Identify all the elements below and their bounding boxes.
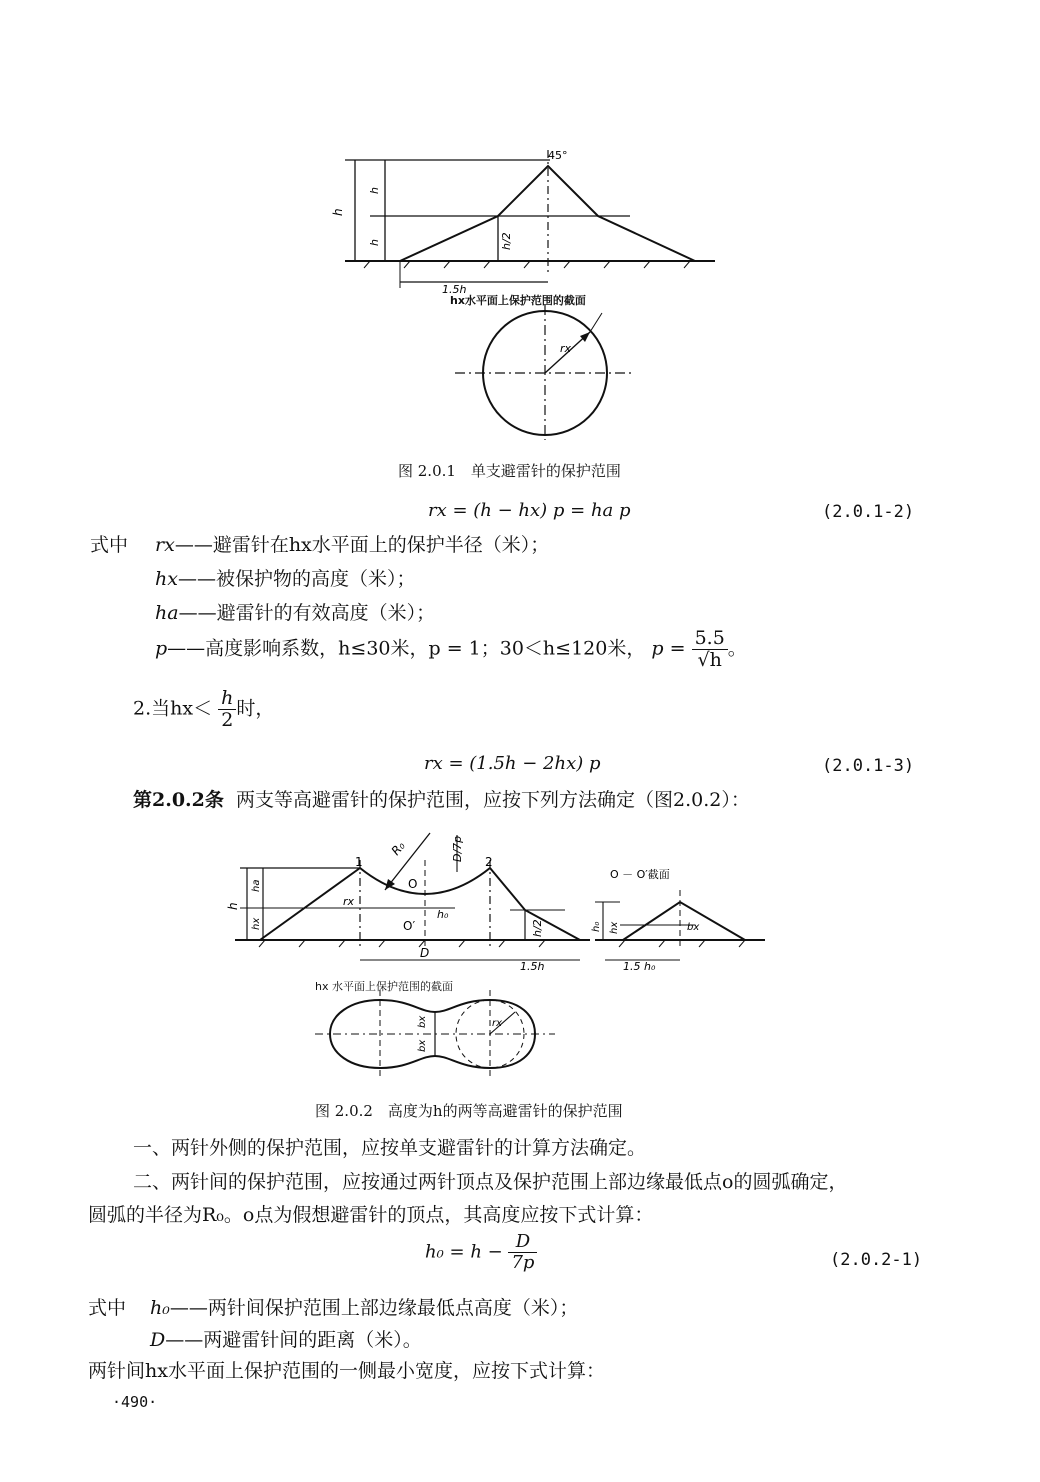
figure-2-0-2-elevation — [225, 830, 785, 975]
fig2-sec-hx-label: hx — [609, 921, 620, 934]
fig2-sec-h0-label: h₀ — [591, 921, 602, 932]
fig2-h0-label: h₀ — [437, 908, 449, 921]
fig2-bx-lower: bx — [417, 1039, 428, 1052]
desc: ——两针间保护范围上部边缘最低点高度（米）； — [169, 1297, 579, 1319]
article-2-0-2 — [133, 785, 750, 812]
where2-item-h0 — [150, 1293, 578, 1320]
eq1-formula: rx = (h − hx) p = ha p — [428, 500, 631, 521]
fig2-section-title: hx 水平面上保护范围的截面 — [315, 980, 453, 993]
fig2-ha-label: ha — [251, 879, 262, 892]
fig2-h-label: h — [226, 902, 240, 910]
condition-2 — [133, 688, 274, 731]
fig1-rx-label: rx — [560, 342, 572, 355]
symbol: hx — [155, 568, 178, 590]
figure-2-0-2-section — [310, 990, 560, 1080]
where1-item-hx — [155, 564, 415, 591]
fig1-ha-label: h — [368, 187, 381, 194]
fig2-pt1-label: 1 — [355, 855, 363, 869]
desc: ——被保护物的高度（米）； — [177, 568, 416, 590]
lhs: h₀ = h − — [425, 1241, 503, 1263]
paragraph-1: 一、两针外侧的保护范围，应按单支避雷针的计算方法确定。 — [133, 1137, 647, 1159]
page-number: ·490· — [112, 1393, 158, 1411]
fig2-bx-upper: bx — [417, 1015, 428, 1028]
denominator: √h — [697, 648, 722, 671]
article-num: 第2.0.2条 — [133, 789, 224, 811]
symbol: ha — [155, 602, 179, 624]
eq3-number: (2.0.2-1) — [830, 1250, 923, 1270]
p-eq: p = — [651, 637, 686, 660]
fig2-O-label: O — [408, 877, 418, 891]
denominator: 7p — [511, 1251, 535, 1273]
symbol: D — [150, 1329, 166, 1351]
p-fraction — [692, 628, 728, 671]
numerator: D — [508, 1232, 537, 1253]
fig2-caption: 图 2.0.2 高度为h的两等高避雷针的保护范围 — [315, 1102, 623, 1120]
fig1-section-title: hx水平面上保护范围的截面 — [450, 294, 586, 307]
fig1-caption: 图 2.0.1 单支避雷针的保护范围 — [398, 462, 621, 480]
where1-prefix: 式中 — [90, 534, 129, 556]
fig1-h-label: h — [331, 208, 345, 216]
symbol: p — [155, 637, 168, 660]
figure-2-0-1-section — [450, 305, 640, 440]
fig2-D7p-label: D/7p — [451, 835, 464, 862]
fig2-sec-bx-label: bx — [687, 922, 700, 933]
eq1-number: (2.0.1-2) — [822, 502, 915, 522]
fig2-circle-rx: rx — [492, 1018, 503, 1029]
fig2-R0-label: R₀ — [388, 838, 408, 858]
fig2-rx-label: rx — [343, 895, 355, 908]
fig2-hx-label: hx — [251, 917, 262, 930]
fig2-sec-base-label: 1.5 h₀ — [623, 960, 656, 973]
last-line: 两针间hx水平面上保护范围的一侧最小宽度，应按下式计算： — [88, 1360, 605, 1382]
eq2-number: (2.0.1-3) — [822, 756, 915, 776]
numerator: 5.5 — [692, 628, 728, 650]
fraction — [508, 1232, 537, 1273]
where2-prefix: 式中 — [88, 1297, 127, 1319]
fig2-half-h-label: h/2 — [531, 919, 544, 937]
fig1-base-label: 1.5h — [442, 283, 467, 295]
fig1-hx-label: h — [368, 239, 381, 246]
desc: ——两避雷针间的距离（米）。 — [165, 1329, 422, 1351]
desc: ——高度影响系数，h≤30米，p = 1；30＜h≤120米， — [167, 637, 646, 660]
paragraph-2-line-2: 圆弧的半径为R₀。o点为假想避雷针的顶点，其高度应按下式计算： — [88, 1204, 654, 1226]
prefix: 2.当hx＜ — [133, 697, 213, 720]
article-text: 两支等高避雷针的保护范围，应按下列方法确定（图2.0.2）： — [235, 789, 750, 811]
where2-item-D — [150, 1325, 422, 1352]
symbol: rx — [155, 534, 175, 556]
denominator: 2 — [221, 708, 234, 731]
desc: ——避雷针在hx水平面上的保护半径（米）； — [174, 534, 550, 556]
fig2-D-label: D — [420, 946, 430, 960]
fig2-section-oo-label: O － O′截面 — [610, 868, 670, 881]
where1-item-rx — [155, 530, 549, 557]
fig1-angle-label: 45° — [548, 150, 568, 162]
suffix: 时， — [236, 697, 275, 720]
fraction — [218, 688, 236, 731]
fig2-pt2-label: 2 — [485, 855, 493, 869]
end: 。 — [727, 637, 747, 660]
where1-item-p — [155, 628, 747, 671]
fig2-base-label: 1.5h — [520, 960, 545, 973]
fig1-half-h-label: h/2 — [500, 232, 513, 250]
eq2-formula: rx = (1.5h − 2hx) p — [424, 753, 601, 774]
eq3-formula — [425, 1232, 537, 1273]
symbol: h₀ — [150, 1297, 170, 1319]
desc: ——避雷针的有效高度（米）； — [178, 602, 436, 624]
where1-item-ha — [155, 598, 435, 625]
numerator: h — [218, 688, 236, 710]
paragraph-2-line-1: 二、两针间的保护范围，应按通过两针顶点及保护范围上部边缘最低点o的圆弧确定， — [133, 1171, 848, 1193]
figure-2-0-1-elevation — [330, 150, 730, 295]
fig2-Oprime-label: O′ — [403, 919, 416, 933]
